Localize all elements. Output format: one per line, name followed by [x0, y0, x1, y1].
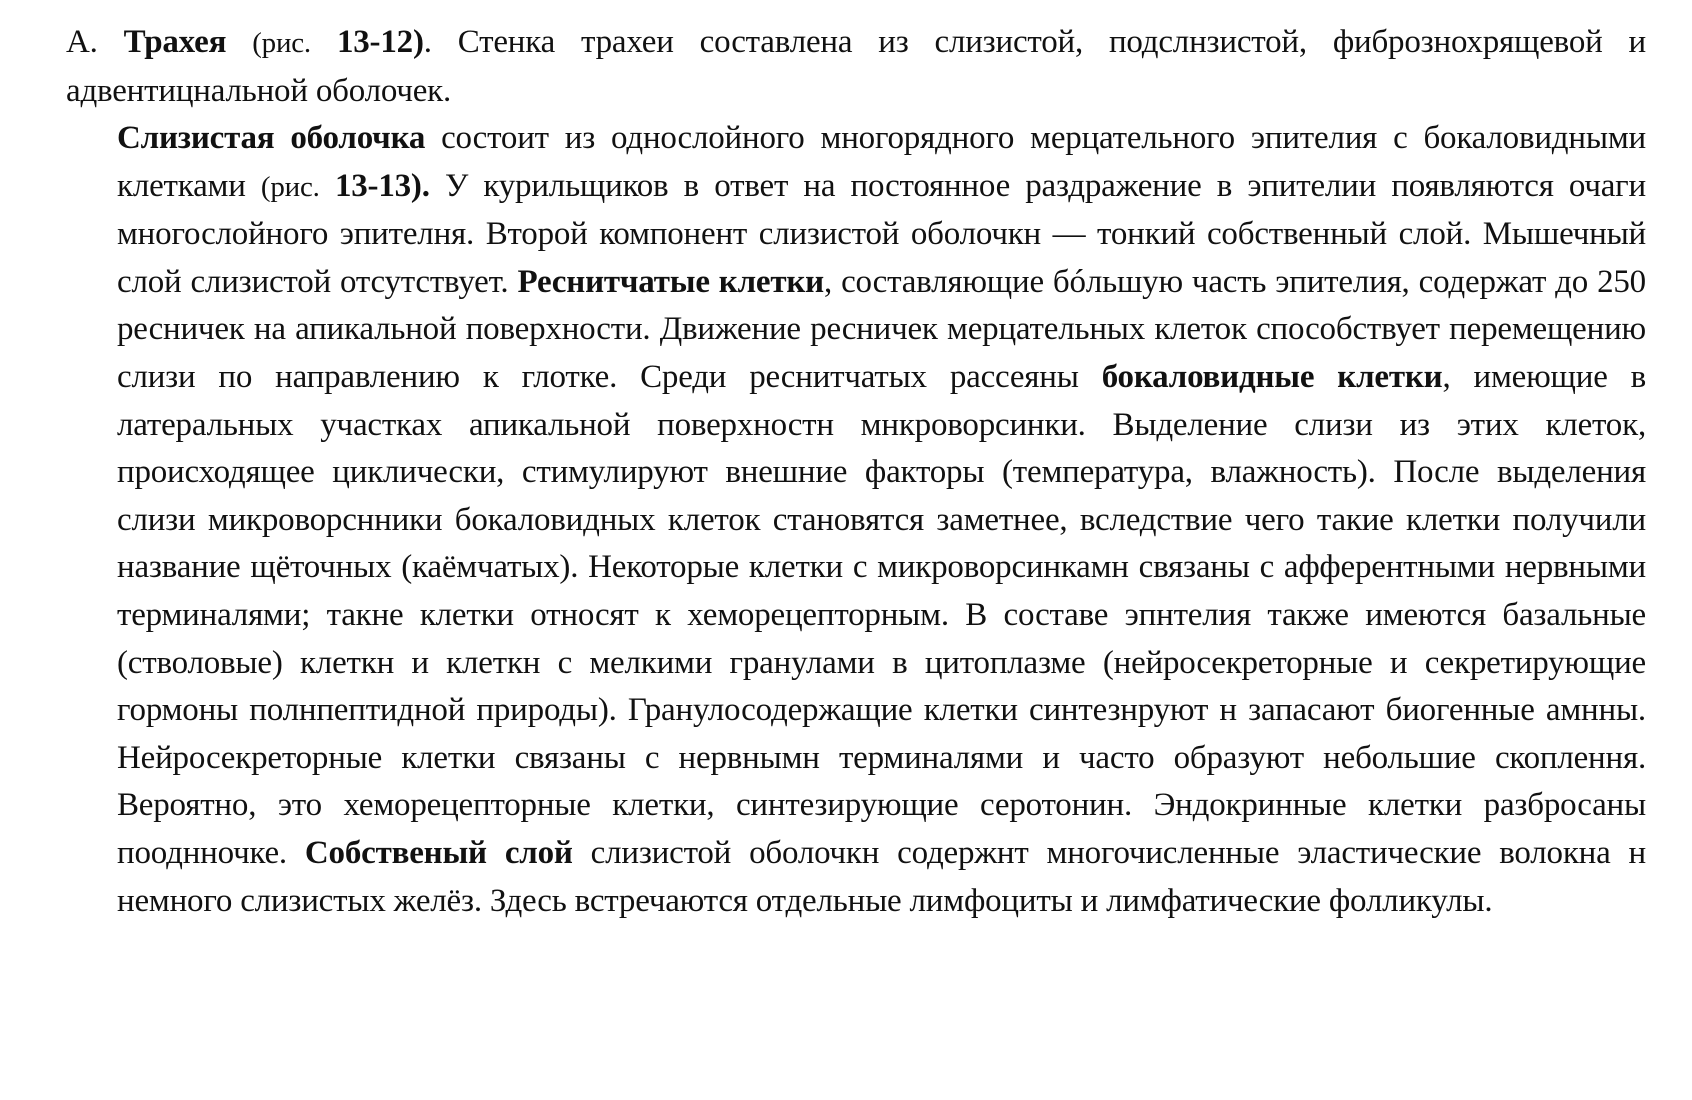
mucosa-text-1: состоит из однослойного многорядного мерцательного эпителия с бокаловидными клетками	[117, 120, 1646, 204]
section-intro-paragraph	[66, 18, 1646, 115]
mucosa-text-5: слизистой оболочкн содержнт многочисленные эластические волокна н немного слизистых желёз. Здесь встречаются отдельные лимфоциты и лимфатические фолликулы.	[117, 834, 1646, 919]
mucosa-text-4: , имеющие в латеральных участках апикальной поверхностн мнкроворсинки. Выделение слизи из этих клеток, происходящее циклически, стимулируют внешние факторы (температура, влажность). После выделения слизи микроворснники бокаловидных клеток становятся заметнее, вследствие чего такие клетки получили название щёточных (каёмчатых). Некоторые клетки с микроворсинкамн связаны с афферентными нервными терминалями; такне клетки относят к хеморецепторным. В составе эпнтелия также имеются базальные (стволовые) клеткн и клеткн с мелкими гранулами в цитоплазме (нейросекреторные и секретирующие гормоны полнпептидной природы). Гранулосодержащие клетки синтезнруют н запасают биогенные амнны. Нейросекреторные клетки связаны с нервнымн терминалями и часто образуют небольшие скоплення. Вероятно, это хеморецепторные клетки, синтезирующие серотонин. Эндокринные клетки разбросаны пооднночке.	[117, 358, 1646, 871]
term-mucosa: Слизистая оболочка	[117, 120, 426, 156]
term-goblet-cells: бокаловидные клетки	[1101, 358, 1443, 395]
term-ciliated-cells: Реснитчатые клетки	[517, 263, 824, 300]
mucosa-text-2: У курильщиков в ответ на постоянное раздражение в эпителии появляются очаги многослойного эпителня. Второй компонент слизистой оболочкн — тонкий собственный слой. Мышечный слой слизистой отсутствует.	[117, 167, 1646, 300]
intro-text: . Стенка трахеи составлена из слизистой, подслнзистой, фибрознохрящевой и адвентицнальной оболочек.	[66, 24, 1646, 109]
section-title: Трахея	[123, 24, 227, 60]
mucosa-text-3: , составляющие бóльшую часть эпителия, содержат до 250 ресничек на апикальной поверхности. Движение ресничек мерцательных клеток способствует перемещению слизи по направлению к глотке. Среди реснитчатых рассеяны	[117, 263, 1646, 395]
figure-ref-number-2: 13-13).	[334, 167, 430, 204]
figure-ref-open: (рис.	[252, 27, 311, 59]
section-letter: А.	[66, 24, 98, 60]
figure-ref-number: 13-12)	[336, 24, 424, 60]
figure-ref-open-2: (рис.	[260, 170, 320, 203]
document-page	[66, 18, 1646, 925]
mucosa-paragraph	[117, 115, 1646, 925]
term-lamina-propria: Собственый слой	[304, 834, 573, 871]
